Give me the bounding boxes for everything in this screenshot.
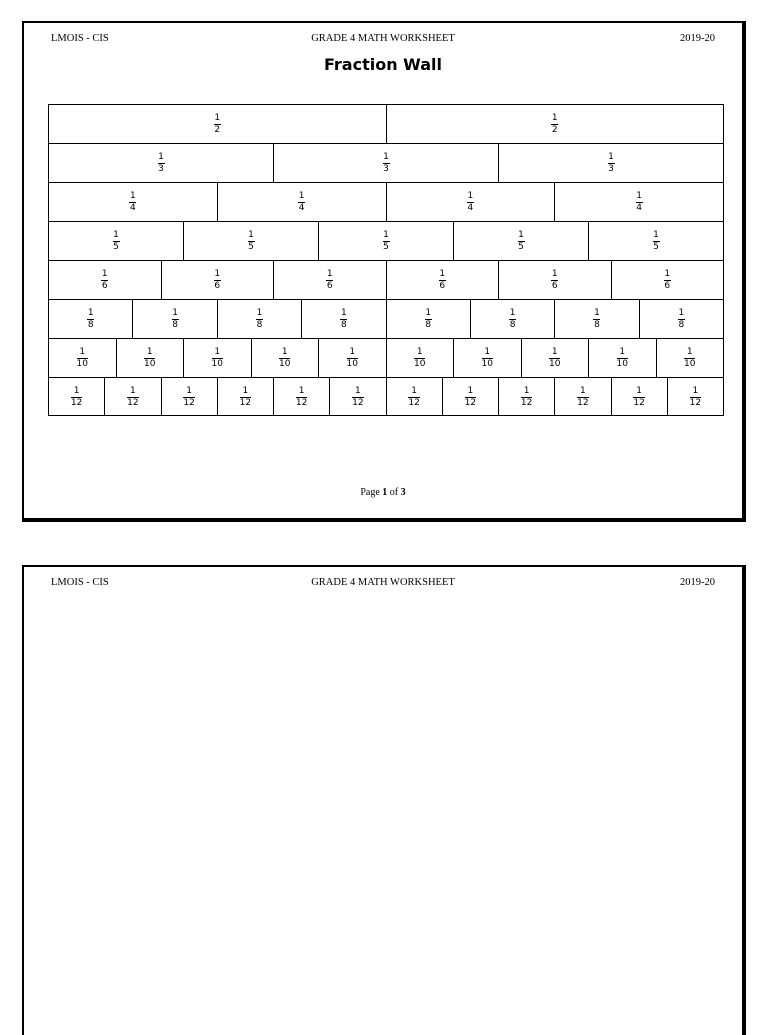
denominator: 5 bbox=[518, 242, 524, 252]
numerator: 1 bbox=[248, 230, 254, 240]
denominator: 2 bbox=[551, 125, 558, 135]
numerator: 1 bbox=[340, 308, 347, 318]
denominator: 12 bbox=[464, 397, 477, 408]
fraction-cell bbox=[48, 261, 161, 299]
wall-row-8 bbox=[48, 299, 724, 338]
fraction bbox=[183, 386, 194, 408]
fraction-cell bbox=[453, 339, 521, 377]
fraction-cell bbox=[217, 378, 273, 415]
fraction-cell bbox=[554, 183, 724, 221]
wall-row-2 bbox=[48, 104, 724, 143]
fraction-cell bbox=[132, 300, 216, 338]
fraction-cell bbox=[386, 378, 442, 415]
fraction bbox=[127, 386, 138, 408]
fraction-cell bbox=[656, 339, 725, 377]
denominator: 10 bbox=[549, 359, 561, 369]
fraction-cell bbox=[48, 378, 104, 415]
numerator: 1 bbox=[411, 385, 417, 396]
numerator: 1 bbox=[509, 308, 516, 318]
fraction-cell bbox=[273, 261, 386, 299]
fraction-cell bbox=[453, 222, 588, 260]
fraction-cell bbox=[318, 222, 453, 260]
numerator: 1 bbox=[686, 347, 693, 357]
numerator: 1 bbox=[467, 191, 474, 201]
fraction bbox=[551, 269, 558, 291]
numerator: 1 bbox=[326, 269, 333, 279]
fraction bbox=[467, 191, 474, 213]
fraction bbox=[425, 308, 432, 330]
numerator: 1 bbox=[214, 269, 221, 279]
fraction-cell bbox=[498, 144, 724, 182]
fraction bbox=[352, 386, 363, 408]
denominator: 4 bbox=[298, 203, 305, 213]
denominator: 5 bbox=[383, 242, 389, 252]
fraction bbox=[144, 347, 155, 369]
fraction bbox=[113, 230, 120, 252]
numerator: 1 bbox=[298, 191, 305, 201]
numerator: 1 bbox=[130, 385, 136, 396]
page-number-footer bbox=[24, 487, 742, 498]
numerator: 1 bbox=[594, 308, 600, 318]
school-year: 2019-20 bbox=[680, 33, 715, 44]
fraction-cell bbox=[470, 300, 554, 338]
fraction bbox=[678, 308, 685, 330]
fraction-cell bbox=[251, 339, 319, 377]
numerator: 1 bbox=[551, 347, 558, 357]
total-pages: 3 bbox=[400, 487, 406, 498]
wall-row-6 bbox=[48, 260, 724, 299]
fraction-cell bbox=[273, 378, 329, 415]
denominator: 6 bbox=[214, 281, 221, 291]
numerator: 1 bbox=[113, 230, 119, 240]
numerator: 1 bbox=[518, 230, 524, 240]
fraction bbox=[636, 191, 643, 213]
page-title: Fraction Wall bbox=[323, 55, 442, 74]
numerator: 1 bbox=[439, 269, 446, 279]
fraction bbox=[509, 308, 516, 330]
fraction bbox=[383, 152, 390, 174]
fraction bbox=[608, 152, 615, 174]
numerator: 1 bbox=[281, 347, 288, 357]
denominator: 6 bbox=[551, 281, 558, 291]
fraction-cell bbox=[48, 183, 217, 221]
fraction bbox=[347, 347, 358, 369]
fraction bbox=[518, 230, 525, 252]
denominator: 5 bbox=[248, 242, 254, 252]
fraction bbox=[690, 386, 701, 408]
wall-row-5 bbox=[48, 221, 724, 260]
denominator: 12 bbox=[633, 397, 645, 408]
numerator: 1 bbox=[580, 385, 586, 396]
wall-row-3 bbox=[48, 143, 724, 182]
numerator: 1 bbox=[355, 385, 361, 396]
numerator: 1 bbox=[608, 152, 614, 162]
fraction bbox=[617, 347, 628, 369]
numerator: 1 bbox=[425, 308, 432, 318]
fraction-cell bbox=[161, 261, 274, 299]
fraction-cell bbox=[183, 222, 318, 260]
fraction-cell bbox=[48, 222, 183, 260]
fraction bbox=[482, 347, 493, 369]
fraction-cell bbox=[588, 222, 724, 260]
denominator: 2 bbox=[214, 125, 221, 135]
numerator: 1 bbox=[172, 308, 178, 318]
current-page: 1 bbox=[382, 487, 388, 498]
denominator: 12 bbox=[295, 397, 308, 408]
denominator: 10 bbox=[616, 359, 628, 369]
fraction-cell bbox=[554, 300, 638, 338]
numerator: 1 bbox=[467, 385, 474, 396]
numerator: 1 bbox=[619, 347, 626, 357]
worksheet-name: GRADE 4 MATH WORKSHEET bbox=[311, 577, 455, 588]
denominator: 12 bbox=[239, 397, 252, 408]
denominator: 10 bbox=[414, 359, 426, 369]
fraction-cell bbox=[318, 339, 386, 377]
fraction bbox=[633, 386, 644, 408]
denominator: 4 bbox=[636, 203, 642, 213]
denominator: 8 bbox=[594, 320, 600, 330]
denominator: 6 bbox=[439, 281, 446, 291]
numerator: 1 bbox=[636, 191, 642, 201]
fraction-cell bbox=[161, 378, 217, 415]
denominator: 6 bbox=[326, 281, 333, 291]
numerator: 1 bbox=[214, 113, 221, 123]
fraction-cell bbox=[386, 300, 470, 338]
page-header bbox=[51, 577, 715, 591]
denominator: 8 bbox=[678, 320, 685, 330]
fraction bbox=[87, 308, 94, 330]
fraction bbox=[439, 269, 446, 291]
numerator: 1 bbox=[653, 230, 659, 240]
fraction-cell bbox=[498, 261, 611, 299]
fraction-cell bbox=[183, 339, 251, 377]
page-of-label: of bbox=[389, 487, 399, 498]
denominator: 10 bbox=[144, 359, 156, 369]
numerator: 1 bbox=[242, 385, 249, 396]
fraction bbox=[214, 113, 221, 135]
numerator: 1 bbox=[349, 347, 356, 357]
fraction bbox=[653, 230, 660, 252]
denominator: 3 bbox=[608, 164, 614, 174]
fraction bbox=[296, 386, 307, 408]
fraction bbox=[577, 386, 588, 408]
numerator: 1 bbox=[146, 347, 153, 357]
numerator: 1 bbox=[383, 152, 389, 162]
numerator: 1 bbox=[416, 347, 423, 357]
school-year: 2019-20 bbox=[680, 577, 715, 588]
fraction-cell bbox=[273, 144, 498, 182]
wall-row-10 bbox=[48, 338, 724, 377]
fraction-cell bbox=[521, 339, 589, 377]
denominator: 8 bbox=[172, 320, 178, 330]
wall-row-4 bbox=[48, 182, 724, 221]
denominator: 8 bbox=[87, 320, 94, 330]
fraction-cell bbox=[48, 300, 132, 338]
fraction bbox=[212, 347, 223, 369]
school-name: LMOIS - CIS bbox=[51, 33, 109, 44]
denominator: 10 bbox=[346, 359, 358, 369]
fraction-cell bbox=[386, 183, 555, 221]
numerator: 1 bbox=[186, 385, 192, 396]
numerator: 1 bbox=[551, 113, 558, 123]
fraction-cell bbox=[217, 183, 386, 221]
denominator: 12 bbox=[520, 397, 533, 408]
fraction bbox=[465, 386, 476, 408]
fraction-cell bbox=[588, 339, 656, 377]
fraction-cell bbox=[329, 378, 385, 415]
fraction bbox=[172, 308, 179, 330]
fraction bbox=[684, 347, 695, 369]
denominator: 12 bbox=[689, 397, 702, 408]
worksheet-name: GRADE 4 MATH WORKSHEET bbox=[311, 33, 455, 44]
numerator: 1 bbox=[79, 347, 86, 357]
numerator: 1 bbox=[87, 308, 94, 318]
fraction bbox=[408, 386, 419, 408]
denominator: 8 bbox=[425, 320, 432, 330]
page-header bbox=[51, 33, 715, 47]
denominator: 10 bbox=[211, 359, 223, 369]
numerator: 1 bbox=[158, 152, 164, 162]
fraction bbox=[326, 269, 333, 291]
fraction-cell bbox=[386, 105, 725, 143]
fraction-cell bbox=[48, 339, 116, 377]
denominator: 3 bbox=[383, 164, 389, 174]
fraction-cell bbox=[386, 339, 454, 377]
numerator: 1 bbox=[484, 347, 491, 357]
denominator: 12 bbox=[408, 397, 420, 408]
fraction-cell bbox=[611, 378, 667, 415]
fraction-cell bbox=[498, 378, 554, 415]
fraction bbox=[240, 386, 251, 408]
denominator: 6 bbox=[664, 281, 671, 291]
wall-row-12 bbox=[48, 377, 724, 416]
fraction bbox=[521, 386, 532, 408]
numerator: 1 bbox=[101, 269, 108, 279]
numerator: 1 bbox=[256, 308, 263, 318]
fraction bbox=[158, 152, 165, 174]
fraction-cell bbox=[104, 378, 160, 415]
denominator: 4 bbox=[130, 203, 136, 213]
numerator: 1 bbox=[383, 230, 389, 240]
fraction bbox=[77, 347, 88, 369]
fraction bbox=[71, 386, 82, 408]
fraction-cell bbox=[639, 300, 724, 338]
fraction bbox=[664, 269, 671, 291]
fraction bbox=[129, 191, 136, 213]
denominator: 10 bbox=[279, 359, 291, 369]
fraction-wall bbox=[48, 104, 724, 416]
denominator: 4 bbox=[467, 203, 474, 213]
denominator: 12 bbox=[183, 397, 195, 408]
fraction-cell bbox=[611, 261, 725, 299]
numerator: 1 bbox=[664, 269, 671, 279]
denominator: 3 bbox=[158, 164, 164, 174]
page-label: Page bbox=[360, 487, 380, 498]
denominator: 12 bbox=[352, 397, 364, 408]
denominator: 8 bbox=[340, 320, 347, 330]
numerator: 1 bbox=[551, 269, 558, 279]
fraction bbox=[414, 347, 425, 369]
numerator: 1 bbox=[73, 385, 80, 396]
numerator: 1 bbox=[636, 385, 642, 396]
denominator: 12 bbox=[577, 397, 589, 408]
denominator: 12 bbox=[127, 397, 139, 408]
denominator: 6 bbox=[101, 281, 108, 291]
numerator: 1 bbox=[130, 191, 136, 201]
fraction bbox=[340, 308, 347, 330]
fraction bbox=[101, 269, 108, 291]
worksheet-page-2 bbox=[22, 565, 746, 1035]
fraction-cell bbox=[116, 339, 184, 377]
denominator: 10 bbox=[481, 359, 493, 369]
fraction-cell bbox=[48, 144, 273, 182]
numerator: 1 bbox=[678, 308, 685, 318]
fraction bbox=[593, 308, 600, 330]
fraction bbox=[383, 230, 390, 252]
denominator: 10 bbox=[684, 359, 696, 369]
numerator: 1 bbox=[298, 385, 305, 396]
fraction-cell bbox=[442, 378, 498, 415]
numerator: 1 bbox=[523, 385, 530, 396]
fraction-cell bbox=[667, 378, 724, 415]
fraction bbox=[279, 347, 290, 369]
fraction bbox=[551, 113, 558, 135]
numerator: 1 bbox=[692, 385, 699, 396]
fraction bbox=[248, 230, 255, 252]
fraction bbox=[298, 191, 305, 213]
denominator: 10 bbox=[76, 359, 88, 369]
denominator: 12 bbox=[70, 397, 83, 408]
denominator: 8 bbox=[509, 320, 516, 330]
school-name: LMOIS - CIS bbox=[51, 577, 109, 588]
denominator: 8 bbox=[256, 320, 263, 330]
worksheet-page-1 bbox=[22, 21, 746, 522]
fraction-cell bbox=[48, 105, 386, 143]
denominator: 5 bbox=[653, 242, 659, 252]
fraction bbox=[549, 347, 560, 369]
fraction-cell bbox=[386, 261, 499, 299]
fraction bbox=[214, 269, 221, 291]
fraction-cell bbox=[554, 378, 610, 415]
numerator: 1 bbox=[214, 347, 221, 357]
fraction-cell bbox=[301, 300, 385, 338]
fraction bbox=[256, 308, 263, 330]
fraction-cell bbox=[217, 300, 301, 338]
denominator: 5 bbox=[113, 242, 119, 252]
